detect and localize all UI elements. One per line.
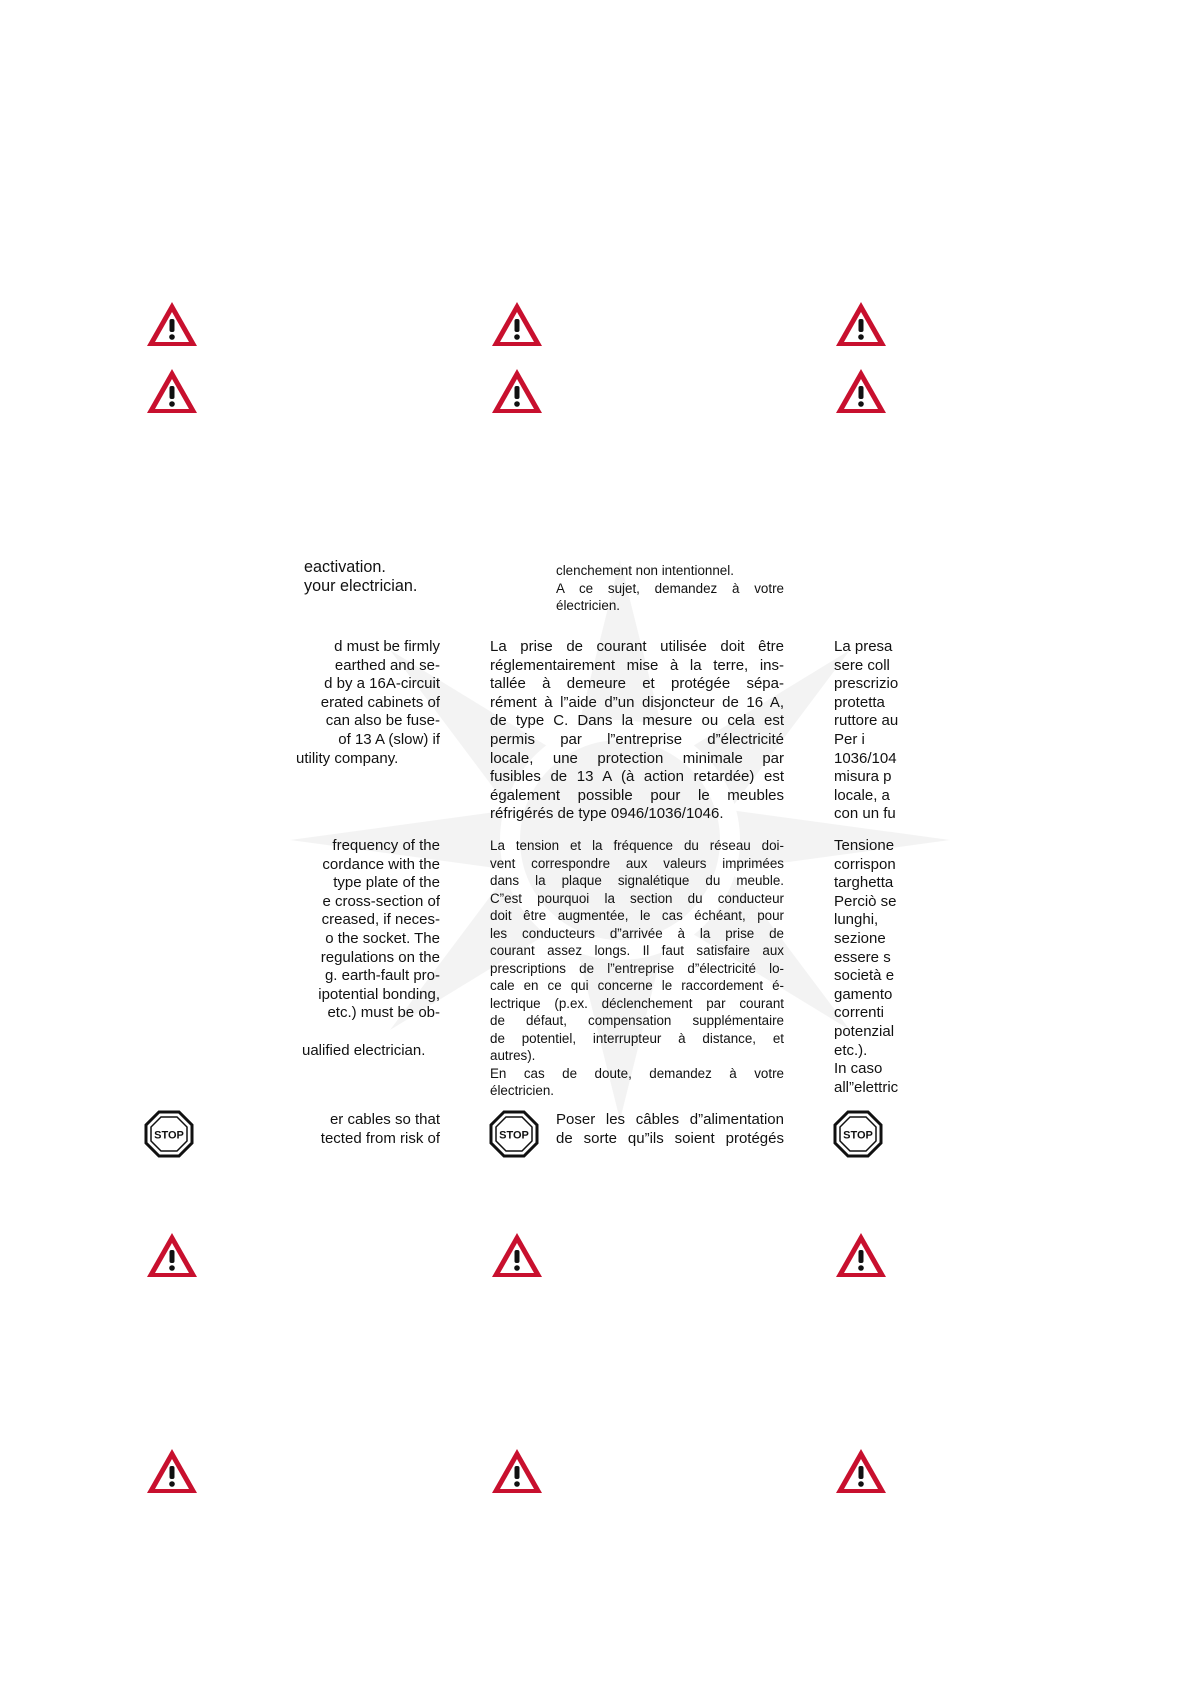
warning-triangle-icon — [489, 366, 545, 416]
col2-socket-text: La prise de courant utilisée doit être réglementairement mise à la terre, ins- tallée à demeure et protégée sépa- rément à l”aide d”un disjoncteur de 16 A, de type C. Dans la mesure ou cela est permis par l”entreprise d”électricité locale, une protection minimale par fusibles de 13 A (à action retardée) est également possible pour le meubles réfrigérés de type 0946/1036/1046. — [490, 638, 784, 823]
warning-triangle-icon — [489, 1446, 545, 1496]
stop-label: STOP — [154, 1129, 184, 1142]
col3-voltage-text: Tensione corrispon targhetta Perciò se lunghi, sezione essere s società e gamento correnti potenzial etc.). In caso all”elettric — [834, 837, 899, 1096]
warning-triangle-icon — [489, 1230, 545, 1280]
stop-label: STOP — [499, 1129, 529, 1142]
warning-triangle-icon — [144, 1230, 200, 1280]
warning-triangle-icon — [833, 299, 889, 349]
col3-socket-text: La presa sere coll prescrizio protetta ruttore au Per i 1036/104 misura p locale, a con un fu — [834, 638, 899, 823]
warning-triangle-icon — [144, 299, 200, 349]
warning-triangle-icon — [833, 1446, 889, 1496]
warning-triangle-icon — [144, 366, 200, 416]
col1-reactivation-text: eactivation. your electrician. — [304, 558, 418, 595]
stop-label: STOP — [843, 1129, 873, 1142]
col2-cables-text: Poser les câbles d”alimentation de sorte qu”ils soient protégés — [556, 1111, 784, 1147]
stop-sign-icon — [489, 1110, 539, 1158]
stop-sign-icon — [144, 1110, 194, 1158]
warning-triangle-icon — [833, 1230, 889, 1280]
col1-socket-text: d must be firmly earthed and se- d by a 16A-circuit erated cabinets of can also be fuse- of 13 A (slow) if utility company. — [296, 638, 440, 767]
warning-triangle-icon — [833, 366, 889, 416]
col1-voltage-text: frequency of the cordance with the type plate of the e cross-section of creased, if neces- o the socket. The regulations on the g. earth-fault pro- ipotential bonding, etc.) must be ob- — [318, 837, 440, 1022]
col2-reactivation-text: clenchement non intentionnel. A ce sujet, demandez à votre électricien. — [556, 563, 784, 613]
col1-voltage-end: ualified electrician. — [302, 1042, 426, 1059]
stop-sign-icon — [833, 1110, 883, 1158]
warning-triangle-icon — [144, 1446, 200, 1496]
col1-cables-text: er cables so that tected from risk of — [320, 1111, 440, 1147]
col2-voltage-text: La tension et la fréquence du réseau doi- vent correspondre aux valeurs imprimées dans la plaque signalétique du meuble. C”est pourquoi la section du conducteur doit être augmentée, le cas échéant, pour les conducteurs d”arrivée à la prise de courant assez longs. Il faut satisfaire aux prescriptions de l”entreprise d”électricité lo- cale en ce qui concerne le raccordement é- lectrique (p.ex. déclenchement par courant de défaut, compensation supplémentaire de potentiel, interrupteur à distance, et autres). En cas de doute, demandez à votre électricien. — [490, 838, 784, 1098]
warning-triangle-icon — [489, 299, 545, 349]
